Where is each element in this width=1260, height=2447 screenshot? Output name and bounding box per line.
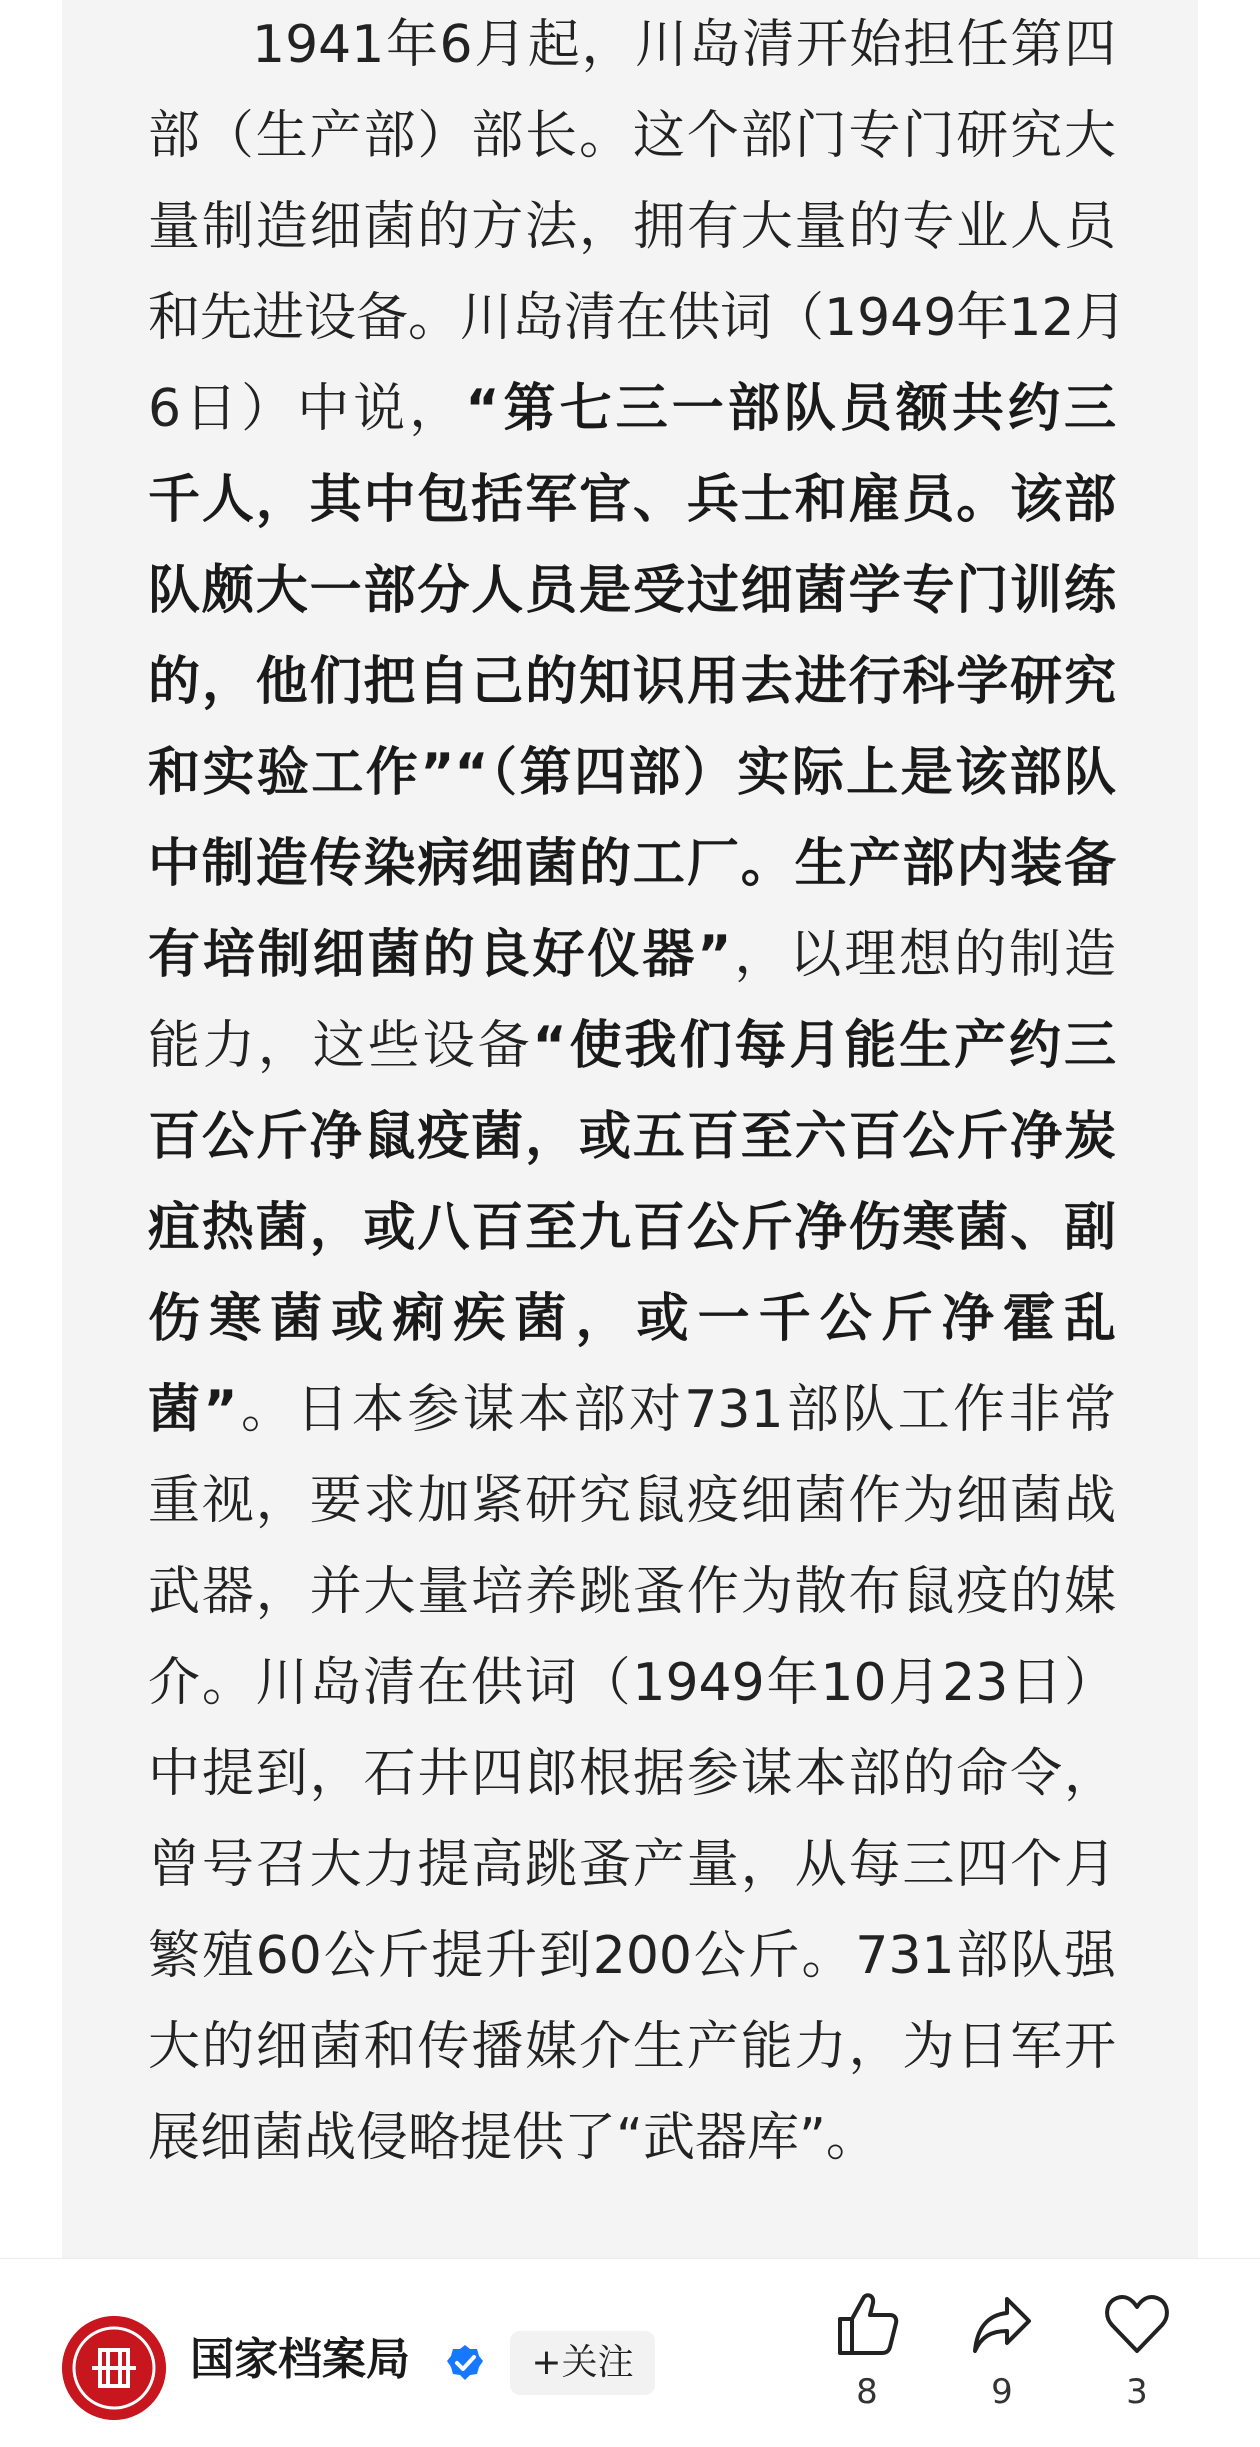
article-line [148,273,1127,364]
favorite-button[interactable] [1082,2289,1192,2439]
article-line [148,2002,1116,2093]
body-text: 6日）中说， [148,379,466,439]
body-text: 曾号召大力提高跳蚤产量，从每三四个月 [148,1835,1116,1895]
action-bar [0,2258,1260,2447]
article-line [148,1547,1116,1638]
article-line [148,1729,1116,1820]
article-line [148,0,1116,91]
archives-seal-logo-icon [62,2316,166,2420]
article-line [148,1911,1116,2002]
body-text: 部（生产部）部长。这个部门专门研究大 [148,106,1116,166]
bold-quote-text: 百公斤净鼠疫菌，或五百至六百公斤净炭 [148,1107,1116,1167]
heart-icon [1104,2289,1170,2359]
bold-quote-text: 和实验工作”“（第四部）实际上是该部队 [148,743,1116,803]
body-text: 展细菌战侵略提供了“武器库”。 [148,2108,878,2168]
bold-quote-text: “第七三一部队员额共约三 [465,379,1116,439]
article-line [148,1274,1116,1365]
favorite-count: 3 [1126,2372,1148,2412]
body-text: 能力，这些设备 [148,1016,533,1076]
like-button[interactable] [812,2289,922,2439]
account-name[interactable]: 国家档案局 [190,2334,410,2385]
share-arrow-icon [969,2289,1035,2359]
article-line [148,1092,1116,1183]
bold-quote-text: 千人，其中包括军官、兵士和雇员。该部 [148,470,1116,530]
body-text: ，以理想的制造 [731,925,1116,985]
article-line [148,819,1116,910]
article-line [148,1820,1116,1911]
bold-quote-text: 的，他们把自己的知识用去进行科学研究 [148,652,1116,712]
article-line [148,728,1116,819]
article-line [148,91,1116,182]
bold-quote-text: 疽热菌，或八百至九百公斤净伤寒菌、副 [148,1198,1116,1258]
article-line [148,455,1116,546]
body-text: 重视，要求加紧研究鼠疫细菌作为细菌战 [148,1471,1116,1531]
article-line [148,1456,1116,1547]
article-body [148,0,1127,2184]
body-text: 1941年6月起，川岛清开始担任第四 [252,15,1116,75]
body-text: 量制造细菌的方法，拥有大量的专业人员 [148,197,1116,257]
like-count: 8 [856,2372,878,2412]
article-line [148,1183,1116,1274]
article-line [148,910,1116,1001]
thumbs-up-icon [834,2289,900,2359]
share-count: 9 [991,2372,1013,2412]
body-text: 大的细菌和传播媒介生产能力，为日军开 [148,2017,1116,2077]
verified-badge-icon [445,2343,485,2383]
article-line [148,1638,1116,1729]
body-text: 介。川岛清在供词（1949年10月23日） [148,1653,1116,1713]
article-line [148,182,1116,273]
author-avatar[interactable] [62,2316,166,2420]
bold-quote-text: 有培制细菌的良好仪器” [148,925,732,985]
body-text: 繁殖60公斤提升到200公斤。731部队强 [148,1926,1116,1986]
article-line [148,637,1116,728]
body-text: 武器，并大量培养跳蚤作为散布鼠疫的媒 [148,1562,1116,1622]
article-line [148,546,1116,637]
bold-quote-text: 中制造传染病细菌的工厂。生产部内装备 [148,834,1116,894]
share-button[interactable] [947,2289,1057,2439]
article-line [148,364,1116,455]
body-text: 中提到，石井四郎根据参谋本部的命令， [148,1744,1116,1804]
bold-quote-text: 伤寒菌或痢疾菌，或一千公斤净霍乱 [148,1289,1116,1349]
bold-quote-text: 队颇大一部分人员是受过细菌学专门训练 [148,561,1116,621]
body-text: 和先进设备。川岛清在供词（1949年12月 [148,288,1127,348]
follow-button[interactable]: +关注 [510,2331,655,2395]
body-text: 。日本参谋本部对731部队工作非常 [237,1380,1116,1440]
article-line [148,1365,1116,1456]
bold-quote-text: 菌” [148,1380,238,1440]
article-line [148,1001,1116,1092]
article-line [148,2093,1116,2184]
bold-quote-text: “使我们每月能生产约三 [532,1016,1116,1076]
